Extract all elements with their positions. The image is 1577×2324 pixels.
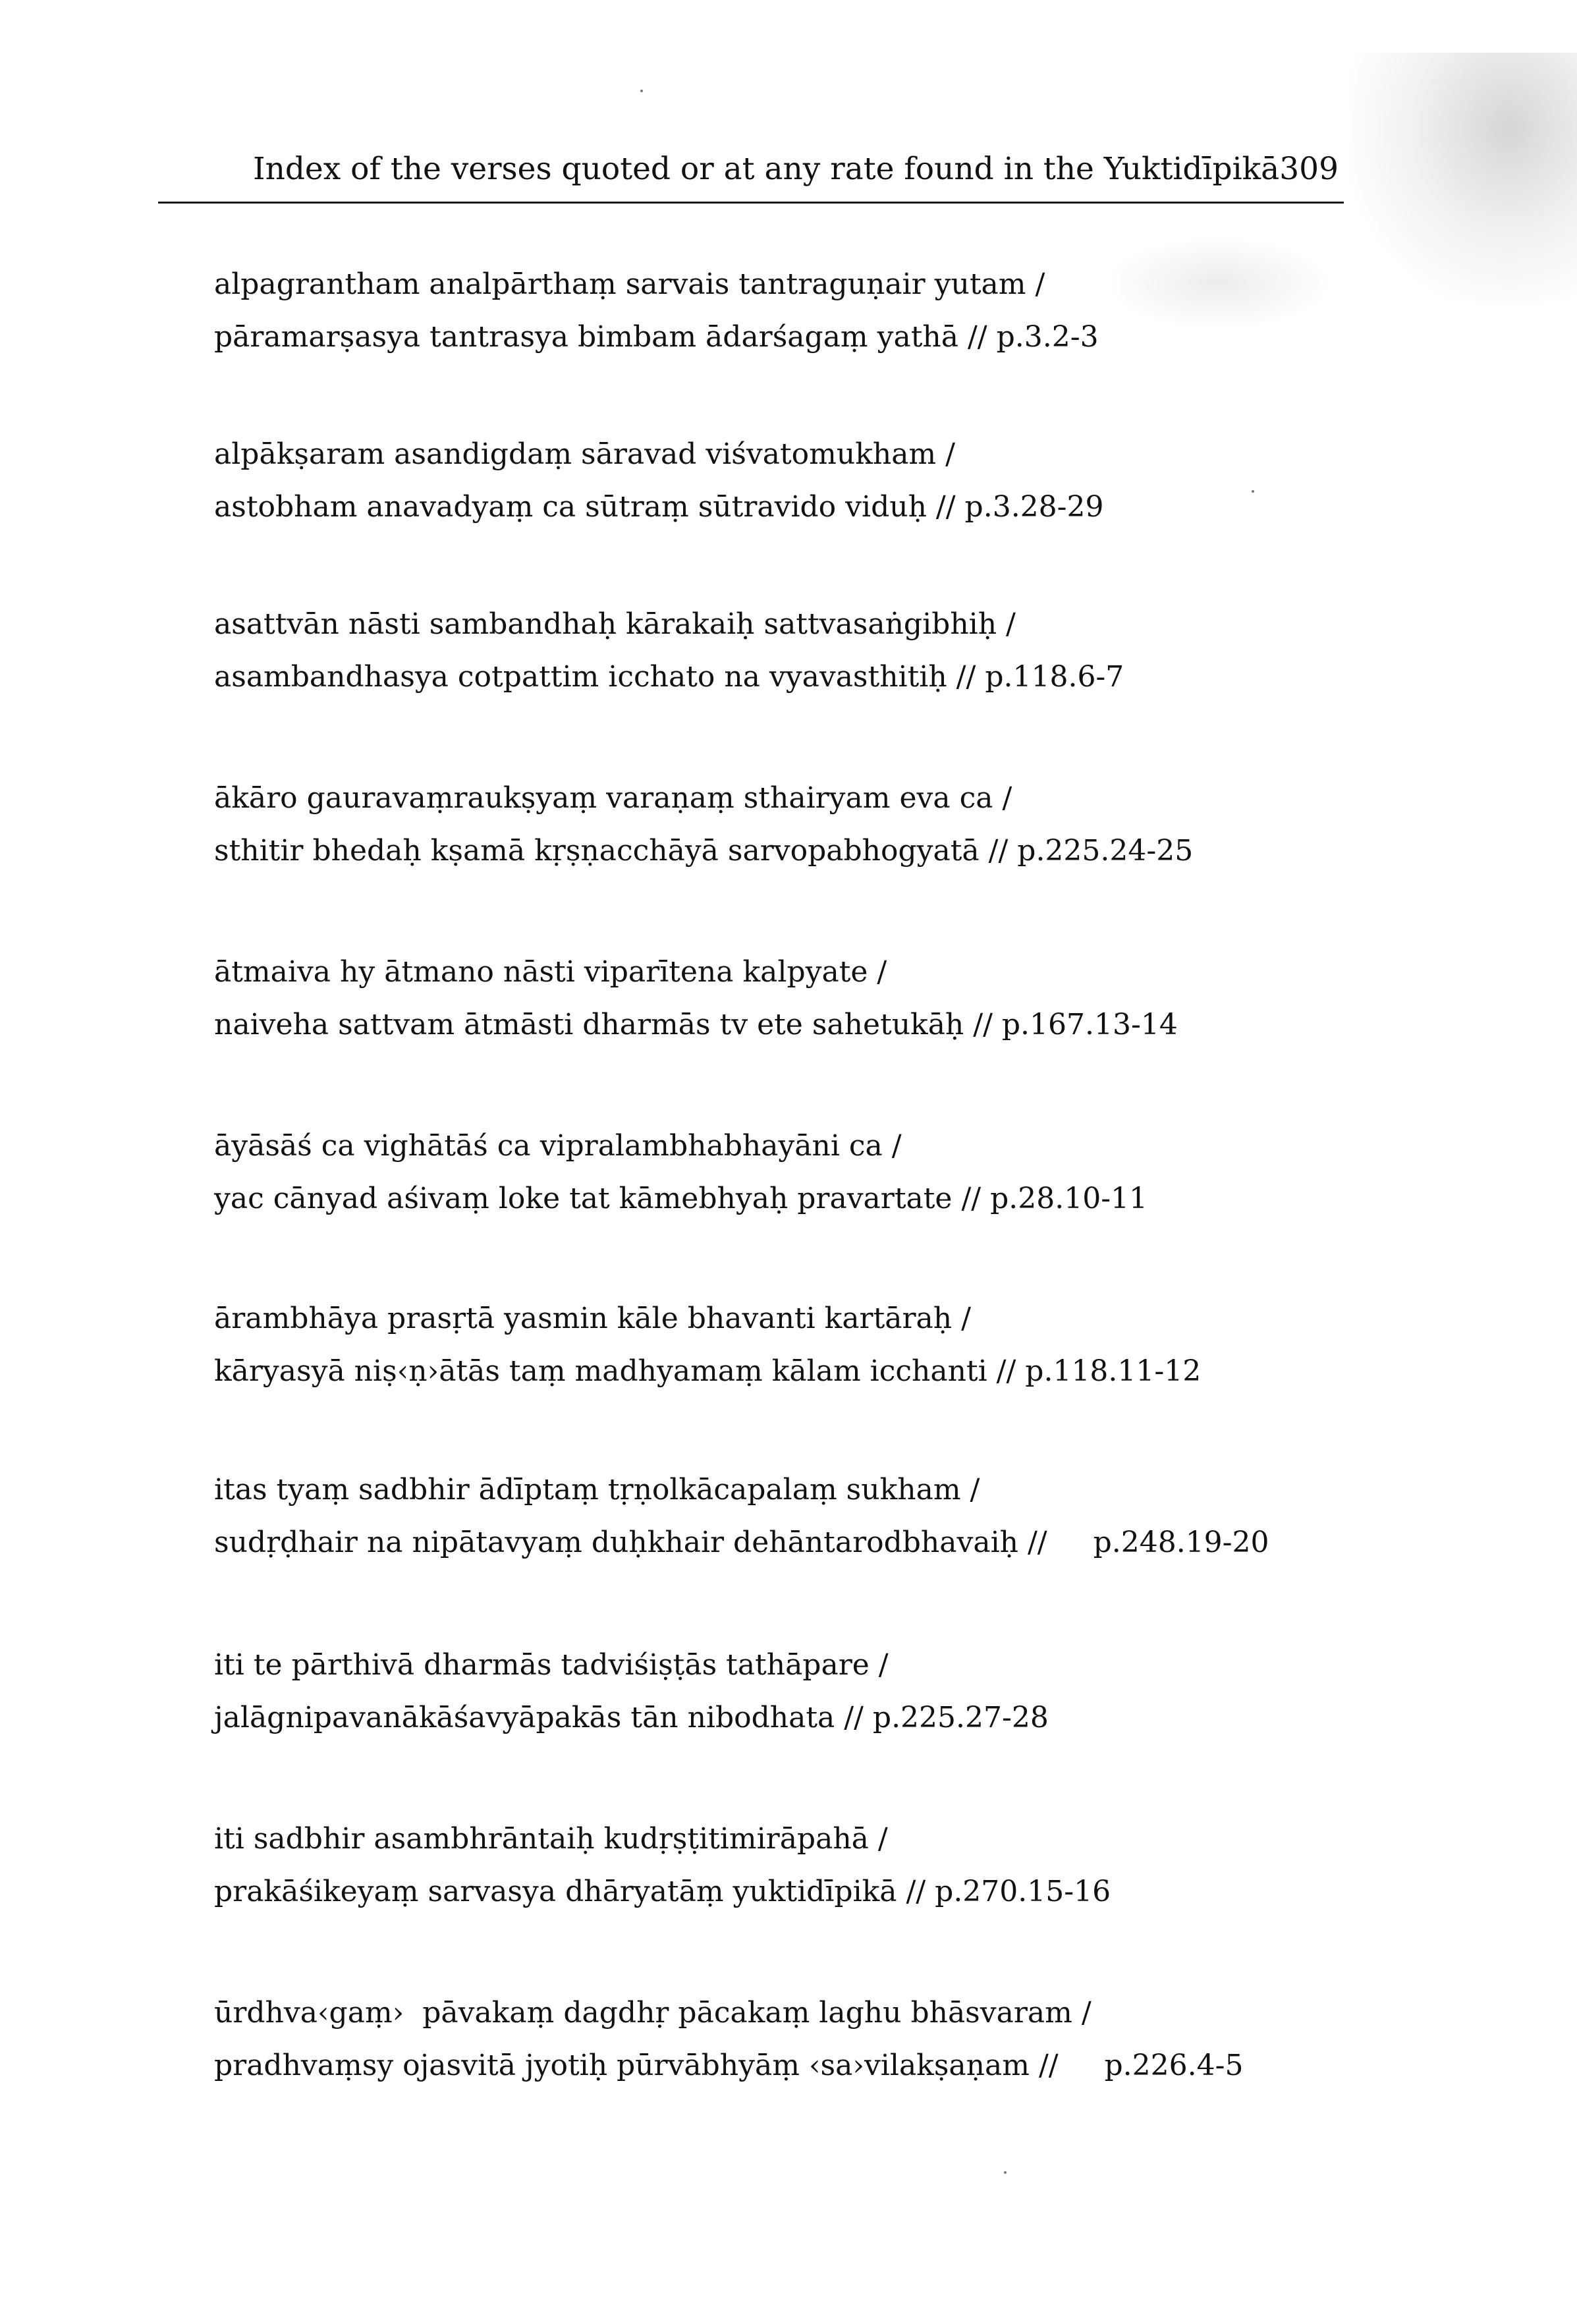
verse-line-2: prakāśikeyaṃ sarvasya dhāryatāṃ yuktidīpikā // p.270.15-16 <box>214 1875 1111 1908</box>
verse-line-2: jalāgnipavanākāśavyāpakās tān nibodhata // p.225.27-28 <box>214 1701 1049 1734</box>
verse-entry <box>214 1292 1321 1398</box>
verse-line-2: kāryasyā niṣ‹ṇ›ātās taṃ madhyamaṃ kālam icchanti // p.118.11-12 <box>214 1354 1202 1388</box>
verse-line-1: ūrdhva‹gaṃ› pāvakaṃ dagdhṛ pācakaṃ laghu bhāsvaram / <box>214 1996 1092 2030</box>
verse-line-1: iti te pārthivā dharmās tadviśiṣṭās tathāpare / <box>214 1648 889 1682</box>
scan-speck <box>1252 490 1254 493</box>
verse-line-2: naiveha sattvam ātmāsti dharmās tv ete sahetukāḥ // p.167.13-14 <box>214 1008 1178 1041</box>
verse-line-1: ākāro gauravaṃraukṣyaṃ varaṇaṃ sthairyam eva ca / <box>214 781 1012 815</box>
verse-entry <box>214 772 1321 877</box>
verse-line-2: yac cānyad aśivaṃ loke tat kāmebhyaḥ pravartate // p.28.10-11 <box>214 1182 1148 1215</box>
verse-line-2: pradhvaṃsy ojasvitā jyotiḥ pūrvābhyāṃ ‹sa›vilakṣaṇam // p.226.4-5 <box>214 2049 1244 2082</box>
verse-line-1: ārambhāya prasṛtā yasmin kāle bhavanti kartāraḥ / <box>214 1302 971 1335</box>
scan-shading <box>1350 53 1577 303</box>
verse-entry <box>214 428 1321 534</box>
verse-line-1: asattvān nāsti sambandhaḥ kārakaiḥ sattvasaṅgibhiḥ / <box>214 607 1016 641</box>
verse-line-1: iti sadbhir asambhrāntaiḥ kudṛṣṭitimirāpahā / <box>214 1822 888 1856</box>
verse-entry <box>214 598 1321 704</box>
header-rule <box>158 202 1344 204</box>
verse-entry <box>214 946 1321 1051</box>
verse-line-1: itas tyaṃ sadbhir ādīptaṃ tṛṇolkācapalaṃ sukham / <box>214 1473 980 1507</box>
verse-line-1: alpagrantham analpārthaṃ sarvais tantraguṇair yutam / <box>214 267 1045 301</box>
verse-line-2: pāramarṣasya tantrasya bimbam ādarśagaṃ yathā // p.3.2-3 <box>214 320 1099 354</box>
verse-line-2: asambandhasya cotpattim icchato na vyavasthitiḥ // p.118.6-7 <box>214 660 1124 694</box>
verse-line-1: alpākṣaram asandigdaṃ sāravad viśvatomukham / <box>214 437 955 471</box>
verse-line-2: sudṛḍhair na nipātavyaṃ duḥkhair dehāntarodbhavaiḥ // p.248.19-20 <box>214 1526 1269 1559</box>
verse-entry <box>214 1813 1321 1918</box>
verse-line-2: astobham anavadyaṃ ca sūtraṃ sūtravido viduḥ // p.3.28-29 <box>214 490 1104 524</box>
verse-line-1: ātmaiva hy ātmano nāsti viparītena kalpyate / <box>214 955 887 989</box>
verse-line-1: āyāsāś ca vighātāś ca vipralambhabhayāni ca / <box>214 1129 902 1163</box>
running-head-title: Index of the verses quoted or at any rate found in the Yuktidīpikā <box>253 151 1280 187</box>
page-number: 309 <box>1279 151 1339 187</box>
running-head <box>253 146 1346 192</box>
verse-entry <box>214 258 1321 364</box>
scan-speck <box>640 90 643 92</box>
verse-line-2: sthitir bhedaḥ kṣamā kṛṣṇacchāyā sarvopabhogyatā // p.225.24-25 <box>214 834 1194 868</box>
verse-entry <box>214 1639 1321 1744</box>
scan-speck <box>1004 2171 1007 2174</box>
verse-entry <box>214 1120 1321 1225</box>
verse-entry <box>214 1987 1321 2092</box>
verse-entry <box>214 1464 1321 1569</box>
